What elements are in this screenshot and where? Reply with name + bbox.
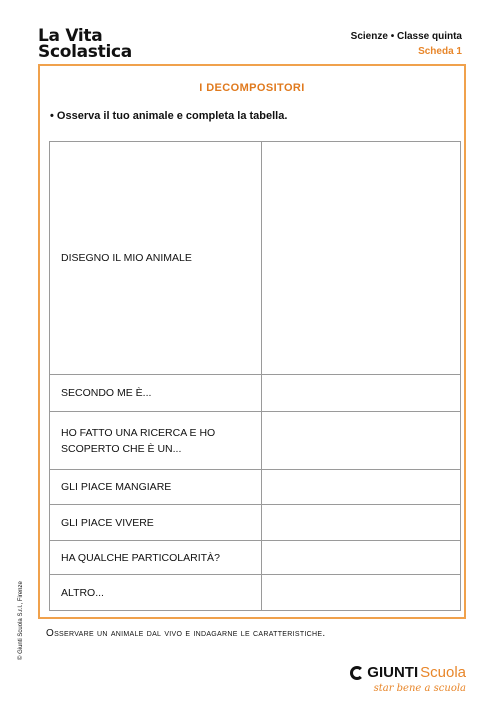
answer-cell[interactable]: [262, 470, 461, 505]
instruction-text: • Osserva il tuo animale e completa la tabella.: [50, 110, 288, 122]
worksheet-frame: [38, 64, 466, 619]
row-label: GLI PIACE MANGIARE: [50, 470, 262, 505]
brand-line-1: La Vita: [38, 26, 103, 46]
answer-cell[interactable]: [262, 505, 461, 541]
publisher-suffix: Scuola: [420, 664, 466, 681]
table-row: [50, 541, 461, 575]
publisher-tagline: star bene a scuola: [373, 683, 466, 694]
giunti-logo-icon: [350, 666, 364, 680]
copyright-text: © Giunti Scuola S.r.l., Firenze: [18, 581, 24, 660]
answer-cell[interactable]: [262, 575, 461, 611]
row-label: DISEGNO IL MIO ANIMALE: [50, 142, 262, 375]
answer-cell[interactable]: [262, 142, 461, 375]
table-row: [50, 142, 461, 375]
row-label: HO FATTO UNA RICERCA E HO SCOPERTO CHE È UN...: [50, 412, 262, 470]
table-row: [50, 505, 461, 541]
publisher-name: GIUNTI: [367, 664, 419, 681]
subject-label: Scienze • Classe quinta: [350, 31, 462, 42]
footer-note: Osservare un animale dal vivo e indagarne le caratteristiche.: [46, 628, 326, 639]
table-row: [50, 470, 461, 505]
observation-table: [49, 141, 461, 611]
table-row: [50, 412, 461, 470]
worksheet-title: I DECOMPOSITORI: [199, 82, 305, 94]
brand-line-2: Scolastica: [38, 42, 132, 62]
row-label: SECONDO ME È...: [50, 375, 262, 412]
brand-logo: [38, 28, 132, 60]
table-row: [50, 575, 461, 611]
answer-cell[interactable]: [262, 541, 461, 575]
answer-cell[interactable]: [262, 375, 461, 412]
sheet-number: Scheda 1: [418, 46, 462, 57]
answer-cell[interactable]: [262, 412, 461, 470]
table-row: [50, 375, 461, 412]
row-label: GLI PIACE VIVERE: [50, 505, 262, 541]
publisher-logo: [350, 664, 466, 681]
row-label: HA QUALCHE PARTICOLARITÀ?: [50, 541, 262, 575]
row-label: ALTRO...: [50, 575, 262, 611]
